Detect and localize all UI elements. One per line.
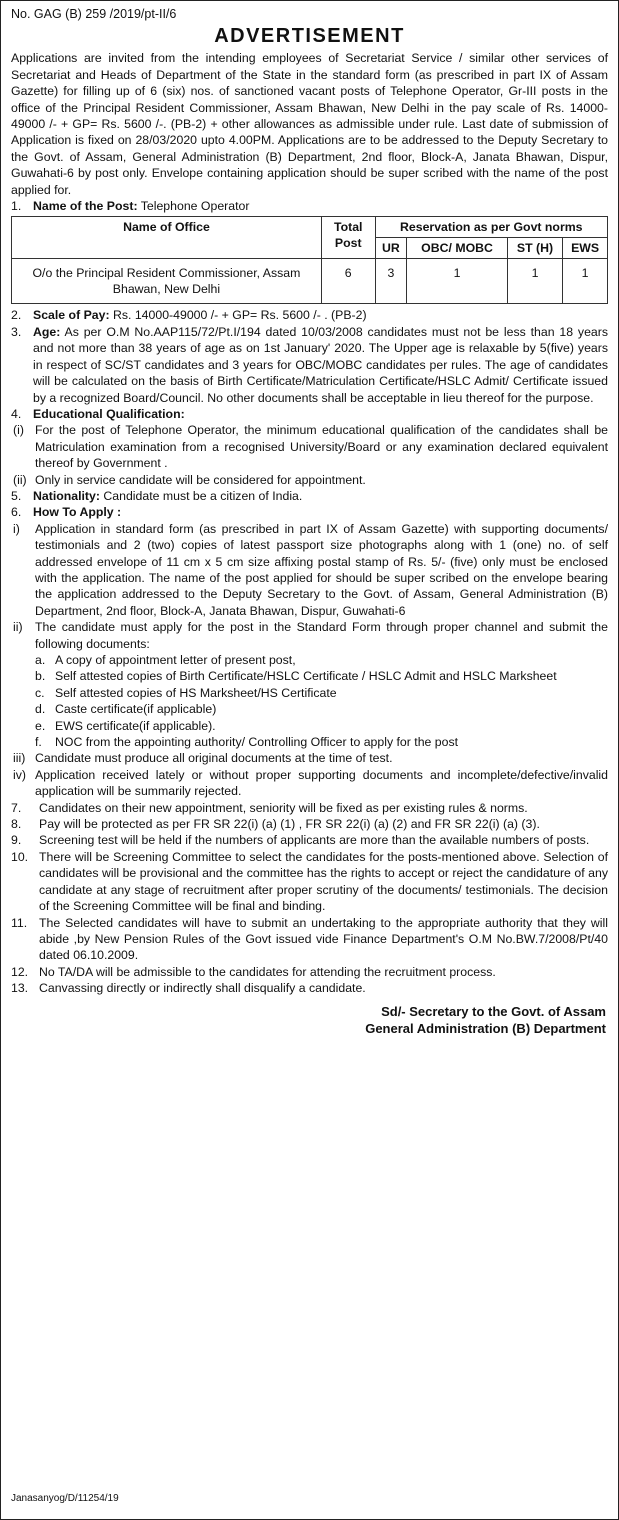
sub-item: iv) Application received lately or without proper supporting documents and incomplete/defective/invalid application will be summarily rejected. (13, 767, 608, 799)
list-item: a. A copy of appointment letter of present post, (35, 653, 296, 667)
header-st-h: ST (H) (507, 238, 562, 259)
signature-block (11, 1003, 608, 1037)
item-label: Age: (33, 324, 61, 339)
item-6 (11, 504, 608, 520)
item-label: Educational Qualification: (33, 406, 185, 421)
intro-paragraph: Applications are invited from the intending employees of Secretariat Service / similar other services of Secretariat and Heads of Department of the State in the standard form (as prescribed in part IX of Assam Gazette) for filling up of 6 (six) nos. of sanctioned vacant posts of Telephone Operator, Gr-III posts in the office of the Principal Resident Commissioner, Assam Bhawan, New Delhi in the pay scale of Rs. 14000-49000 /- + GP= Rs. 5600 /-. (PB-2) + other allowances as admissible under rule. Last date of submission of Application is fixed on 28/03/2020 upto 4.00PM. Applications are to be addressed to the Deputy Secretary to the Govt. of Assam, General Administration (B) Department, 2nd floor, Block-A, Janata Bhawan, Dispur, Guwahati-6 by post only. Envelope containing application should be super scribed with the name of the post applied for. (11, 51, 608, 197)
cell-st: 1 (507, 259, 562, 304)
list-item: d. Caste certificate(if applicable) (35, 702, 217, 717)
header-reservation: Reservation as per Govt norms (375, 217, 607, 238)
cell-obc: 1 (407, 259, 508, 304)
item-9: 9. Screening test will be held if the numbers of applicants are more than the available numbers of posts. (11, 833, 590, 848)
item-label: Nationality: (33, 488, 100, 503)
item-5 (11, 488, 608, 504)
item-value: As per O.M No.AAP115/72/Pt.I/194 dated 10/03/2008 candidates must not be less than 18 years and not more than 38 years of age as on 1st January' 2020. The Upper age is relaxable by 5(five) years in respect of SC/ST candidates and 3 years for OBC/MOBC candidates per rules. The age of candidates will be calculated on the basis of Birth Certificate/Matriculation Certificate/HSLC Admit/ Certificate issued by a recognized Board/Council. No other documents shall be acceptable in lieu thereof for the purpose. (33, 324, 608, 405)
cell-ur: 3 (375, 259, 407, 304)
cell-total: 6 (321, 259, 375, 304)
item-7: 7. Candidates on their new appointment, seniority will be fixed as per existing rules & norms. (11, 800, 528, 815)
item-number: 6. (11, 505, 22, 520)
sub-item: (i) For the post of Telephone Operator, the minimum educational qualification of the candidates shall be Matriculation examination from a recognised University/Board or any examination declared equivalent thereof by Government . (13, 423, 608, 471)
cell-office: O/o the Principal Resident Commissioner, Assam Bhawan, New Delhi (12, 259, 322, 304)
footer-reference: Janasanyog/D/11254/19 (11, 1492, 119, 1504)
header-obc-mobc: OBC/ MOBC (407, 238, 508, 259)
sub-item: i) Application in standard form (as prescribed in part IX of Assam Gazette) with supporting documents/ testimonials and 2 (two) copies of latest passport size photographs along with 1 (one) no. of self addressed envelope of 11 cm x 5 cm size affixing postal stamp of Rs. 5/- (five) only must be enclosed with the application. The name of the post applied for should be super scribed on the envelope bearing the application addressed to the Deputy Secretary to the Govt. of Assam, General Administration (B) Department, 2nd floor, Block-A, Janata Bhawan, Dispur, Guwahati-6 (13, 521, 608, 618)
item-label: Scale of Pay: (33, 308, 110, 323)
item-number: 5. (11, 488, 22, 503)
signature-line-2: General Administration (B) Department (365, 1020, 606, 1036)
item-12: 12. No TA/DA will be admissible to the candidates for attending the recruitment process. (11, 964, 496, 979)
item-number: 2. (11, 308, 22, 323)
item-4 (11, 406, 608, 422)
list-item: c. Self attested copies of HS Marksheet/HS Certificate (35, 685, 337, 700)
sub-item: ii) The candidate must apply for the post in the Standard Form through proper channel and submit the following documents: (13, 620, 608, 651)
header-total-post: Total Post (321, 217, 375, 259)
sub-item: (ii) Only in service candidate will be considered for appointment. (13, 472, 366, 487)
item-number: 3. (11, 324, 22, 339)
header-office: Name of Office (12, 217, 322, 259)
sub-item: iii) Candidate must produce all original documents at the time of test. (13, 751, 393, 766)
reference-number: No. GAG (B) 259 /2019/pt-II/6 (11, 7, 177, 21)
item-3 (11, 324, 608, 406)
item-number: 4. (11, 406, 22, 421)
list-item: b. Self attested copies of Birth Certificate/HSLC Certificate / HSLC Admit and HSLC Marksheet (35, 669, 557, 684)
item-number: 1. (11, 199, 22, 214)
item-label: How To Apply : (33, 505, 122, 520)
item-value: Telephone Operator (140, 199, 250, 214)
item-1 (11, 198, 608, 214)
item-10: 10. There will be Screening Committee to select the candidates for the posts-mentioned above. Selection of candidates will be provisional and the committee has the rights to accept or reject the candidature of any candidate at any stage of recruitment after proper scrutiny of the documents/ testimonials. The decision of the Screening Committee will be final and binding. (11, 849, 608, 914)
table-row (12, 259, 608, 304)
list-item: e. EWS certificate(if applicable). (35, 718, 216, 733)
item-value: Candidate must be a citizen of India. (103, 488, 303, 503)
item-value: Rs. 14000-49000 /- + GP= Rs. 5600 /- . (PB-2) (112, 308, 367, 323)
item-label: Name of the Post: (33, 199, 138, 214)
item-2 (11, 307, 608, 323)
item-13: 13. Canvassing directly or indirectly shall disqualify a candidate. (11, 981, 366, 996)
page-title: ADVERTISEMENT (214, 25, 405, 48)
signature-line-1: Sd/- Secretary to the Govt. of Assam (381, 1003, 606, 1019)
posts-table (11, 216, 608, 304)
item-11: 11. The Selected candidates will have to submit an undertaking to the appropriate authority that they will abide ,by New Pension Rules of the Govt issued vide Finance Department's O.M No.BW.7/2008/Pt/40 dated 06.10.2009. (11, 915, 608, 963)
header-ur: UR (375, 238, 407, 259)
item-8: 8. Pay will be protected as per FR SR 22(i) (a) (1) , FR SR 22(i) (a) (2) and FR SR 22(i) (a) (3). (11, 817, 540, 832)
cell-ews: 1 (563, 259, 608, 304)
header-ews: EWS (563, 238, 608, 259)
list-item: f. NOC from the appointing authority/ Controlling Officer to apply for the post (35, 735, 459, 750)
